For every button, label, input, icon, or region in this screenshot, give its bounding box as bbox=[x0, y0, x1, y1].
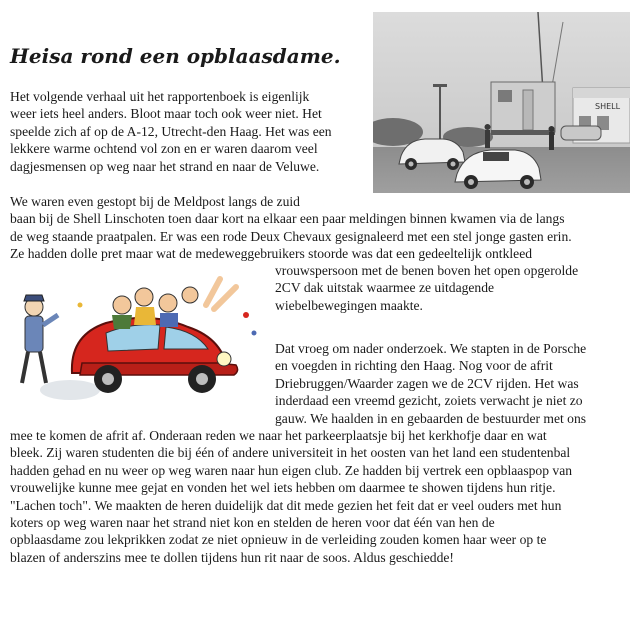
text-line: de weg staande praatpalen. Er was een rode Deux Chevaux gesignaleerd met een stel jonge gasten erin. bbox=[10, 228, 572, 244]
text-line: wiebelbewegingen maakte. bbox=[275, 297, 423, 313]
cartoon-illustration bbox=[10, 275, 265, 408]
paragraph-3 bbox=[275, 340, 635, 427]
text-line: Dat vroeg om nader onderzoek. We stapten in de Porsche bbox=[275, 341, 587, 356]
text-line: dagjesmensen op weg naar het strand en naar de Veluwe. bbox=[10, 158, 320, 174]
text-line: mee te komen de afrit af. Onderaan reden we naar het parkeerplaatsje bij het kerkhofje daar en wat bbox=[10, 428, 547, 443]
text-line: hadden gehad en nu weer op weg waren naar hun eigen club. Ze hadden bij vertrek een opblaaspop van bbox=[10, 462, 573, 478]
paragraph-3-continued bbox=[10, 427, 635, 566]
text-line: weer iets heel anders. Bloot maar toch ook weer niet. Het bbox=[10, 106, 322, 122]
patrol-cars-photo bbox=[373, 12, 630, 193]
paragraph-2 bbox=[10, 193, 635, 263]
text-line: inderdaad een vreemd gezicht, zoiets verwacht je niet zo bbox=[275, 393, 583, 409]
paragraph-2-continued bbox=[275, 262, 635, 314]
text-line: gauw. We haalden in en gebaarden de bestuurder met ons bbox=[275, 410, 587, 426]
text-line: opblaasdame zou lekprikken zodat ze niet opnieuw in de verleiding zouden komen haar weer op te bbox=[10, 532, 547, 548]
text-line: blazen of anderszins mee te dollen tijdens hun rit naar de soos. Aldus geschiedde! bbox=[10, 549, 454, 565]
page-title: Heisa rond een opblaasdame. bbox=[10, 44, 341, 68]
text-line: Het volgende verhaal uit het rapportenboek is eigenlijk bbox=[10, 89, 310, 104]
text-line: en voegden in richting den Haag. Nog voor de afrit bbox=[275, 358, 553, 374]
text-line: vrouwspersoon met de benen boven het open opgerolde bbox=[275, 263, 579, 278]
text-line: vrouwelijke kunne mee gejat en vonden het wel iets hebben om daarmee te showen tijdens hun ritje. bbox=[10, 480, 556, 496]
paragraph-1 bbox=[10, 88, 365, 175]
text-line: baan bij de Shell Linschoten toen daar kort na elkaar een paar meldingen binnen kwamen via de langs bbox=[10, 211, 565, 227]
text-line: Driebruggen/Waarder zagen we de 2CV rijden. Het was bbox=[275, 375, 579, 391]
photo-illustration bbox=[373, 12, 630, 193]
text-line: lekkere warme ochtend vol zon en er waren daarom veel bbox=[10, 141, 318, 157]
text-line: bleek. Zij waren studenten die bij één of andere universiteit in het oosten van het land een studentenbal bbox=[10, 445, 571, 461]
text-line: "Lachen toch". We maakten de heren duidelijk dat dit mede gezien het feit dat er veel ouders met hun bbox=[10, 497, 562, 513]
text-line: koters op weg waren naar het strand niet kon en stelden de heren voor dat één van hen de bbox=[10, 515, 495, 531]
deux-chevaux-cartoon bbox=[10, 275, 265, 408]
text-line: We waren even gestopt bij de Meldpost langs de zuid bbox=[10, 194, 300, 209]
shell-sign-text: SHELL bbox=[595, 102, 621, 111]
text-line: Ze hadden dolle pret maar wat de medeweggebruikers stoorde was dat een gedeeltelijk ontkleed bbox=[10, 246, 533, 262]
text-line: 2CV dak uitstak waarmee ze uitdagende bbox=[275, 280, 495, 296]
text-line: speelde zich af op de A-12, Utrecht-den Haag. Het was een bbox=[10, 123, 332, 139]
